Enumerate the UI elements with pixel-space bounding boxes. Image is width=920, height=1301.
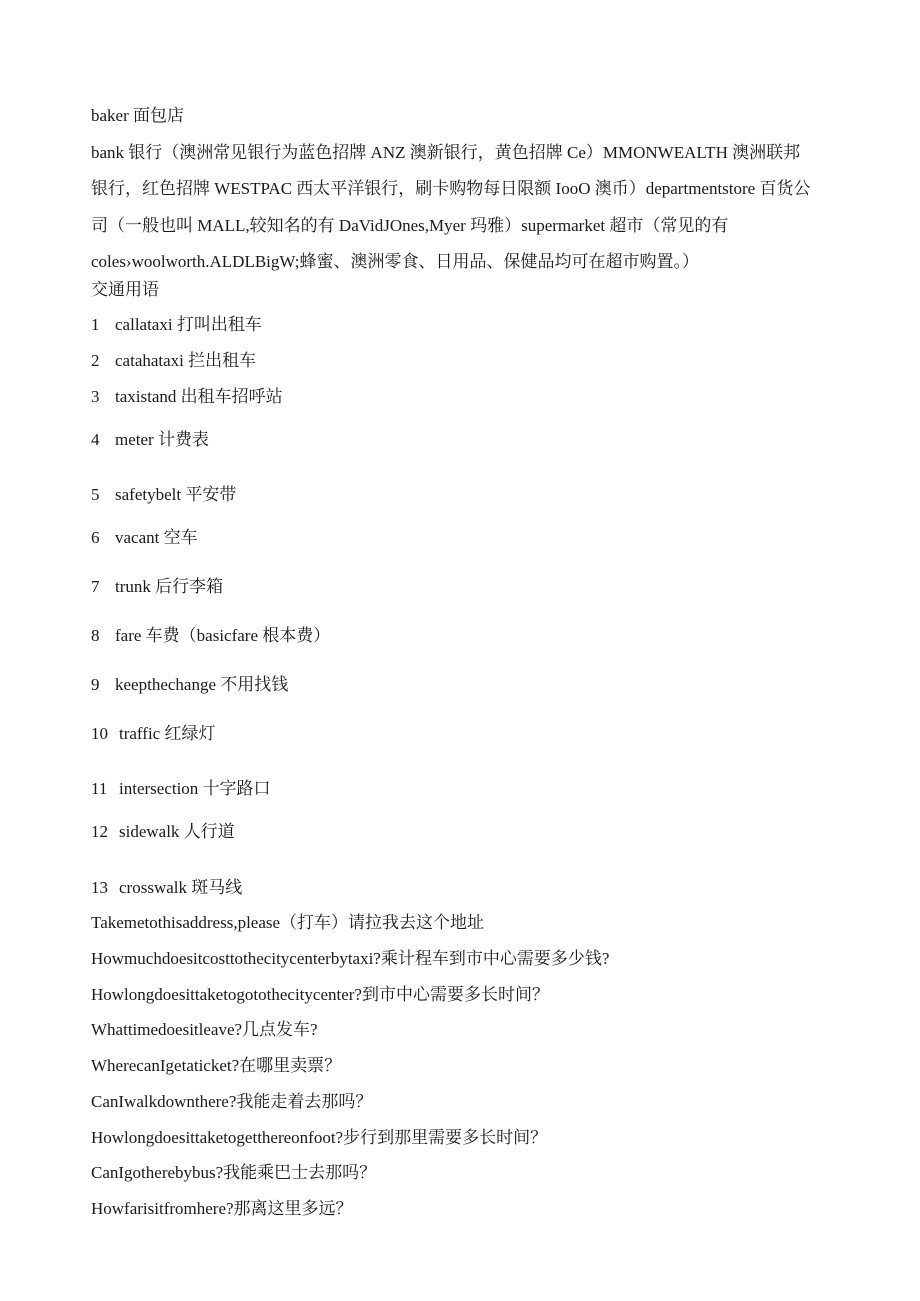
term-text: safetybelt 平安带	[115, 485, 237, 504]
intro-line: 银行，红色招牌 WESTPAC 西太平洋银行，刷卡购物每日限额 IooO 澳币）departmentstore 百货公	[91, 179, 811, 198]
phrase-line: Howmuchdoesitcosttothecitycenterbytaxi?乘计程车到市中心需要多少钱?	[91, 949, 610, 968]
intro-line: bank 银行（澳洲常见银行为蓝色招牌 ANZ 澳新银行，黄色招牌 Ce）MMONWEALTH 澳洲联邦	[91, 142, 801, 162]
term-text: vacant 空车	[115, 528, 198, 547]
phrase-line: Whattimedoesitleave?几点发车?	[91, 1020, 318, 1039]
term-number: 3	[91, 387, 100, 406]
term-item	[91, 779, 831, 799]
intro-line: baker 面包店	[91, 106, 185, 125]
term-number: 2	[91, 351, 100, 370]
intro-line: coles›woolworth.ALDLBigW;蜂蜜、澳洲零食、日用品、保健品均可在超市购置。）	[91, 252, 700, 271]
term-text: traffic 红绿灯	[119, 724, 216, 743]
term-item	[91, 878, 831, 898]
term-text: sidewalk 人行道	[119, 822, 235, 841]
term-number: 5	[91, 485, 100, 504]
term-item	[91, 528, 831, 548]
phrase-line: Howfarisitfromhere?那离这里多远？	[91, 1199, 353, 1218]
term-number: 10	[91, 724, 108, 743]
term-text: callataxi 打叫出租车	[115, 315, 262, 334]
term-item	[91, 387, 831, 407]
term-text: taxistand 出租车招呼站	[115, 387, 283, 406]
phrase-line: CanIgotherebybus?我能乘巴士去那吗？	[91, 1163, 377, 1182]
term-text: trunk 后行李箱	[115, 577, 224, 596]
term-item	[91, 626, 831, 646]
term-number: 12	[91, 822, 108, 841]
term-text: meter 计费表	[115, 430, 209, 449]
term-item	[91, 351, 831, 371]
term-item	[91, 675, 831, 695]
term-item	[91, 577, 831, 597]
intro-line: 司（一般也叫 MALL,较知名的有 DaVidJOnes,Myer 玛雅）supermarket 超市（常见的有	[91, 215, 729, 235]
term-number: 1	[91, 315, 100, 334]
term-number: 7	[91, 577, 100, 596]
term-number: 11	[91, 779, 108, 798]
phrase-line: Howlongdoesittaketogetthereonfoot?步行到那里需要多长时间？	[91, 1128, 548, 1147]
term-text: crosswalk 斑马线	[119, 878, 243, 897]
term-number: 13	[91, 878, 108, 897]
intro-paragraph	[91, 98, 831, 281]
term-number: 4	[91, 430, 100, 449]
term-item	[91, 724, 831, 744]
section-title: 交通用语	[91, 280, 159, 299]
phrase-line: CanIwalkdownthere?我能走着去那吗？	[91, 1092, 373, 1111]
term-text: catahataxi 拦出租车	[115, 351, 257, 370]
term-item	[91, 430, 831, 450]
term-item	[91, 315, 831, 335]
term-number: 8	[91, 626, 100, 645]
term-item	[91, 822, 831, 842]
phrase-line: WherecanIgetaticket?在哪里卖票？	[91, 1056, 342, 1075]
phrase-line: Howlongdoesittaketogotothecitycenter?到市中心需要多长时间？	[91, 985, 549, 1004]
term-text: intersection 十字路口	[119, 779, 271, 798]
phrase-line: Takemetothisaddress,please（打车）请拉我去这个地址	[91, 913, 485, 932]
term-item	[91, 485, 831, 505]
term-text: keepthechange 不用找钱	[115, 675, 289, 694]
term-text: fare 车费（basicfare 根本费）	[115, 626, 331, 645]
term-number: 6	[91, 528, 100, 547]
term-number: 9	[91, 675, 100, 694]
